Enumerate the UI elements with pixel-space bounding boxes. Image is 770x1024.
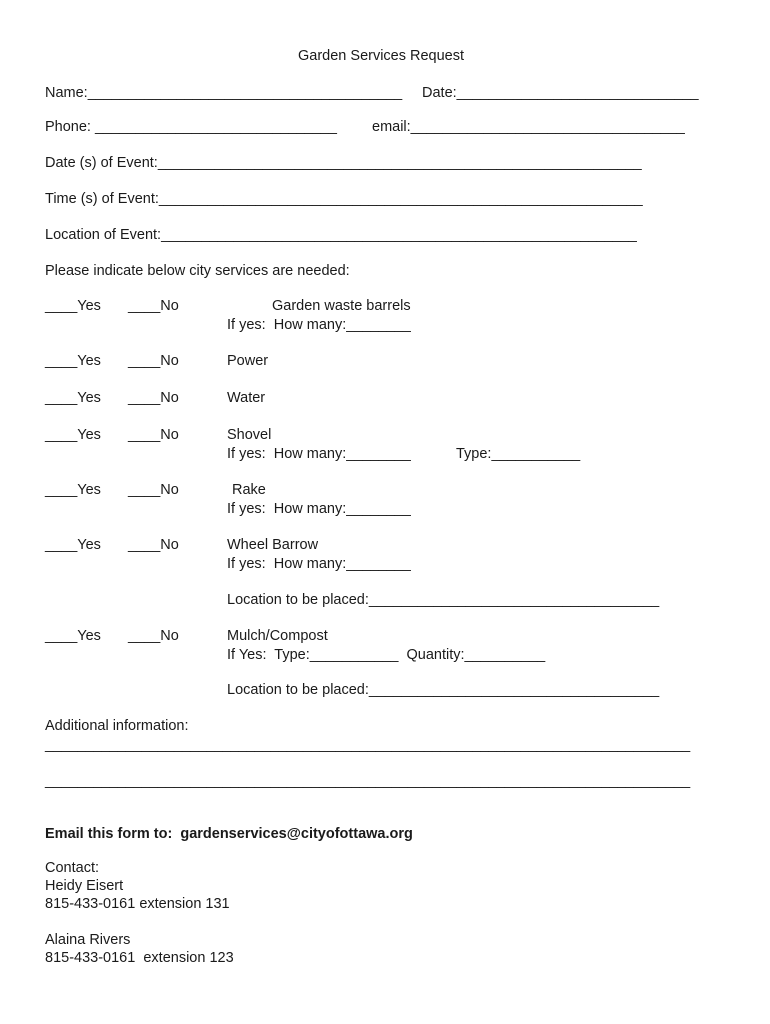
no-blank-water[interactable]: ____No bbox=[128, 390, 179, 406]
service-name-water: Water bbox=[227, 390, 266, 406]
additional-info-line-1[interactable]: ________________________________________________________________________________ bbox=[45, 737, 691, 753]
yes-blank-wheelbarrow[interactable]: ____Yes bbox=[45, 537, 101, 553]
rake-count-field[interactable]: If yes: How many:________ bbox=[227, 501, 411, 517]
name-field[interactable]: Name:_______________________________________ bbox=[45, 85, 403, 101]
service-name-power: Power bbox=[227, 353, 269, 369]
wheelbarrow-count-field[interactable]: If yes: How many:________ bbox=[227, 556, 411, 572]
shovel-count-field[interactable]: If yes: How many:________ bbox=[227, 446, 411, 462]
service-name-mulch: Mulch/Compost bbox=[227, 628, 328, 644]
shovel-type-field[interactable]: Type:___________ bbox=[456, 446, 581, 462]
contact-name-2: Alaina Rivers bbox=[45, 932, 131, 948]
no-blank-barrels[interactable]: ____No bbox=[128, 298, 179, 314]
no-blank-rake[interactable]: ____No bbox=[128, 482, 179, 498]
date-field[interactable]: Date:______________________________ bbox=[422, 85, 699, 101]
service-name-shovel: Shovel bbox=[227, 427, 272, 443]
service-name-rake: Rake bbox=[232, 482, 266, 498]
wheelbarrow-location-field[interactable]: Location to be placed:____________________________________ bbox=[227, 592, 660, 608]
contact-label: Contact: bbox=[45, 860, 99, 876]
contact-name-1: Heidy Eisert bbox=[45, 878, 124, 894]
event-dates-field[interactable]: Date (s) of Event:____________________________________________________________ bbox=[45, 155, 642, 171]
no-blank-power[interactable]: ____No bbox=[128, 353, 179, 369]
email-instruction: Email this form to: gardenservices@cityofottawa.org bbox=[45, 826, 413, 842]
no-blank-shovel[interactable]: ____No bbox=[128, 427, 179, 443]
mulch-type-quantity-field[interactable]: If Yes: Type:___________ Quantity:__________ bbox=[227, 647, 546, 663]
yes-blank-rake[interactable]: ____Yes bbox=[45, 482, 101, 498]
yes-blank-shovel[interactable]: ____Yes bbox=[45, 427, 101, 443]
phone-field[interactable]: Phone: ______________________________ bbox=[45, 119, 337, 135]
barrels-count-field[interactable]: If yes: How many:________ bbox=[227, 317, 411, 333]
yes-blank-power[interactable]: ____Yes bbox=[45, 353, 101, 369]
event-location-field[interactable]: Location of Event:___________________________________________________________ bbox=[45, 227, 637, 243]
service-name-barrels: Garden waste barrels bbox=[272, 298, 411, 314]
contact-phone-2: 815-433-0161 extension 123 bbox=[45, 950, 234, 966]
services-prompt: Please indicate below city services are needed: bbox=[45, 263, 350, 279]
yes-blank-water[interactable]: ____Yes bbox=[45, 390, 101, 406]
additional-info-line-2[interactable]: ________________________________________________________________________________ bbox=[45, 773, 691, 789]
no-blank-wheelbarrow[interactable]: ____No bbox=[128, 537, 179, 553]
email-field[interactable]: email:__________________________________ bbox=[372, 119, 685, 135]
page-title: Garden Services Request bbox=[298, 48, 465, 64]
yes-blank-mulch[interactable]: ____Yes bbox=[45, 628, 101, 644]
additional-info-label: Additional information: bbox=[45, 718, 189, 734]
event-times-field[interactable]: Time (s) of Event:____________________________________________________________ bbox=[45, 191, 643, 207]
service-name-wheelbarrow: Wheel Barrow bbox=[227, 537, 319, 553]
mulch-location-field[interactable]: Location to be placed:____________________________________ bbox=[227, 682, 660, 698]
yes-blank-barrels[interactable]: ____Yes bbox=[45, 298, 101, 314]
no-blank-mulch[interactable]: ____No bbox=[128, 628, 179, 644]
contact-phone-1: 815-433-0161 extension 131 bbox=[45, 896, 230, 912]
